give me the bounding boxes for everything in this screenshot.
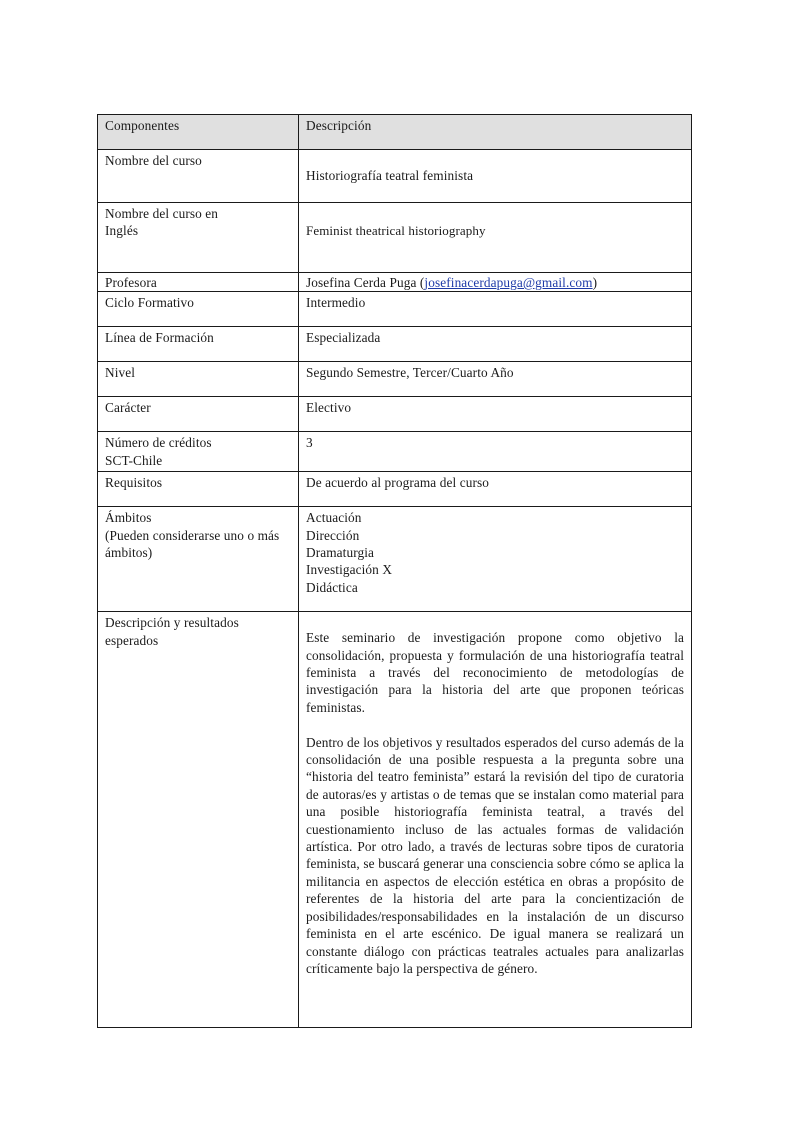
table-row: [98, 273, 692, 292]
table-row: [98, 397, 692, 432]
table-row: [98, 432, 692, 472]
label-caracter: Carácter: [98, 397, 299, 432]
ambito-item: Dirección: [306, 527, 360, 543]
table-row: [98, 472, 692, 507]
label-linea: Línea de Formación: [98, 327, 299, 362]
value-ambitos: [299, 507, 692, 612]
label-creditos-line2: SCT-Chile: [105, 452, 163, 468]
label-requisitos: Requisitos: [98, 472, 299, 507]
label-nombre-ingles-text: Nombre del curso en Inglés: [105, 206, 219, 239]
label-nivel: Nivel: [98, 362, 299, 397]
header-componentes: Componentes: [98, 115, 299, 150]
table-row: [98, 362, 692, 397]
label-creditos: [98, 432, 299, 472]
label-ambitos-line1: Ámbitos: [105, 510, 152, 526]
profesora-close-paren: ): [592, 275, 598, 290]
label-ciclo: Ciclo Formativo: [98, 292, 299, 327]
label-ambitos: [98, 507, 299, 612]
label-descripcion: [98, 612, 299, 1028]
ambito-item: Actuación: [306, 510, 362, 526]
table-row: [98, 292, 692, 327]
table-row: [98, 507, 692, 612]
value-creditos: 3: [299, 432, 692, 472]
label-nombre-curso: Nombre del curso: [98, 150, 299, 203]
value-descripcion: [299, 612, 692, 1028]
descripcion-paragraph: Dentro de los objetivos y resultados esperados del curso además de la consolidación de una posible respuesta a la pregunta sobre una “historia del teatro feminista” estará la revisión del tipo de curatoria de autoras/es y artistas o de temas que se instalan como material para una posible historiografía feminista teatral, a través del cuestionamiento incluso de las actuales formas de validación artística. Por otro lado, a través de lecturas sobre tipos de curatoria feminista, se buscará generar una consciencia sobre cómo se aplica la militancia en aspectos de elección estética en obras a propósito de referentes de la historia del arte para la concientización de posibilidades/responsabilidades en la instalación de un discurso feminista en el arte escénico. De igual manera se realizará un constante diálogo con prácticas teatrales actuales para analizarlas críticamente bajo la perspectiva de género.: [306, 734, 684, 976]
value-nombre-curso: Historiografía teatral feminista: [299, 150, 692, 203]
label-nombre-ingles: [98, 203, 299, 273]
label-profesora: Profesora: [98, 273, 299, 292]
course-info-table: [97, 114, 692, 1028]
label-descripcion-text: Descripción y resultados esperados: [105, 615, 239, 648]
value-requisitos: De acuerdo al programa del curso: [299, 472, 692, 507]
table-row: [98, 327, 692, 362]
value-caracter: Electivo: [299, 397, 692, 432]
table-header-row: [98, 115, 692, 150]
profesora-name: Josefina Cerda Puga (: [306, 275, 425, 290]
header-descripcion: Descripción: [299, 115, 692, 150]
value-nombre-ingles: Feminist theatrical historiography: [299, 203, 692, 273]
label-ambitos-line2: (Pueden considerarse uno o más ámbitos): [105, 527, 280, 561]
descripcion-paragraph: Este seminario de investigación propone como objetivo la consolidación, propuesta y formulación de una historiografía teatral feminista a través del reconocimiento de metodologías de investigación para la historia del arte que proponen teóricas feministas.: [306, 630, 684, 715]
ambito-item: Dramaturgia: [306, 545, 375, 561]
ambito-item: Didáctica: [306, 579, 358, 595]
value-profesora: [299, 273, 692, 292]
table-row: [98, 612, 692, 1028]
ambito-item: Investigación X: [306, 562, 393, 578]
value-nivel: Segundo Semestre, Tercer/Cuarto Año: [299, 362, 692, 397]
table-row: [98, 150, 692, 203]
value-ciclo: Intermedio: [299, 292, 692, 327]
value-linea: Especializada: [299, 327, 692, 362]
label-creditos-line1: Número de créditos: [105, 435, 212, 451]
profesora-email-link[interactable]: josefinacerdapuga@gmail.com: [424, 275, 593, 290]
table-row: [98, 203, 692, 273]
